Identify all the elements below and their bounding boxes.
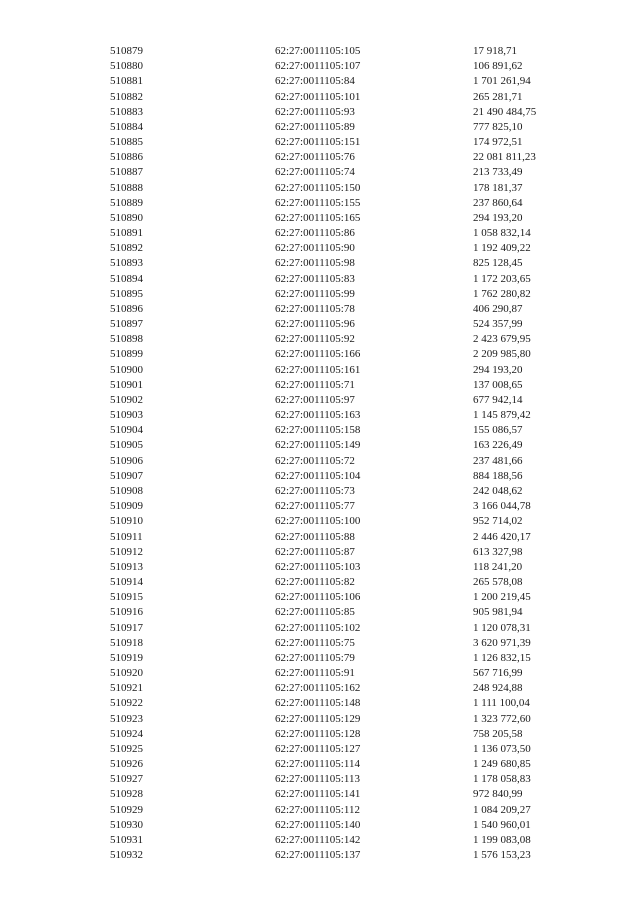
cadastral-value: 905 981,94 [473,606,523,619]
cadastral-value: 155 086,57 [473,424,523,437]
cadastral-value: 524 357,99 [473,318,523,331]
row-number: 510918 [110,636,143,649]
cadastral-number: 62:27:0011105:93 [275,105,355,118]
cadastral-value: 1 126 832,15 [473,651,531,664]
cadastral-value: 1 192 409,22 [473,242,531,255]
table-row [0,712,640,727]
table-row [0,681,640,696]
cadastral-value: 884 188,56 [473,469,523,482]
row-number: 510901 [110,378,143,391]
row-number: 510922 [110,697,143,710]
table-row [0,408,640,423]
cadastral-value: 1 249 680,85 [473,758,531,771]
row-number: 510884 [110,120,143,133]
row-number: 510912 [110,545,143,558]
table-row [0,605,640,620]
cadastral-number: 62:27:0011105:113 [275,773,360,786]
cadastral-number: 62:27:0011105:165 [275,211,361,224]
row-number: 510914 [110,576,143,589]
row-number: 510909 [110,500,143,513]
cadastral-value: 1 145 879,42 [473,409,531,422]
cadastral-number: 62:27:0011105:71 [275,378,355,391]
row-number: 510911 [110,530,143,543]
cadastral-value: 106 891,62 [473,60,523,73]
table-row [0,347,640,362]
cadastral-number: 62:27:0011105:155 [275,196,361,209]
table-row [0,332,640,347]
cadastral-number: 62:27:0011105:97 [275,393,355,406]
cadastral-value: 17 918,71 [473,45,517,57]
cadastral-number: 62:27:0011105:89 [275,120,355,133]
table-row [0,590,640,605]
table-row [0,469,640,484]
row-number: 510910 [110,515,143,528]
table-row [0,196,640,211]
row-number: 510931 [110,833,143,846]
row-number: 510917 [110,621,143,634]
cadastral-number: 62:27:0011105:104 [275,469,361,482]
row-number: 510907 [110,469,143,482]
cadastral-value: 2 446 420,17 [473,530,531,543]
table-row [0,787,640,802]
cadastral-number: 62:27:0011105:90 [275,242,355,255]
cadastral-value: 777 825,10 [473,120,523,133]
cadastral-number: 62:27:0011105:162 [275,682,361,695]
row-number: 510923 [110,712,143,725]
cadastral-value: 613 327,98 [473,545,523,558]
row-number: 510904 [110,424,143,437]
row-number: 510894 [110,272,143,285]
cadastral-number: 62:27:0011105:85 [275,606,355,619]
table-row [0,545,640,560]
table-row [0,484,640,499]
row-number: 510898 [110,333,143,346]
cadastral-number: 62:27:0011105:78 [275,302,355,315]
cadastral-value: 137 008,65 [473,378,523,391]
cadastral-number: 62:27:0011105:100 [275,515,361,528]
table-row [0,226,640,241]
cadastral-number: 62:27:0011105:158 [275,424,361,437]
table-row [0,317,640,332]
cadastral-value: 22 081 811,23 [473,151,536,164]
cadastral-number: 62:27:0011105:92 [275,333,355,346]
row-number: 510879 [110,45,143,57]
cadastral-value: 294 193,20 [473,363,523,376]
table-row [0,636,640,651]
table-row [0,135,640,150]
table-row [0,818,640,833]
row-number: 510887 [110,166,143,179]
table-row [0,165,640,180]
cadastral-value: 21 490 484,75 [473,105,537,118]
cadastral-value: 3 620 971,39 [473,636,531,649]
row-number: 510886 [110,151,143,164]
table-row [0,651,640,666]
cadastral-value: 237 860,64 [473,196,523,209]
cadastral-number: 62:27:0011105:163 [275,409,361,422]
cadastral-value: 178 181,37 [473,181,523,194]
table-row [0,575,640,590]
row-number: 510892 [110,242,143,255]
table-row [0,666,640,681]
cadastral-value: 1 762 280,82 [473,287,531,300]
row-number: 510925 [110,742,143,755]
table-row [0,211,640,226]
cadastral-number: 62:27:0011105:105 [275,45,361,57]
table-row [0,363,640,378]
table-row [0,833,640,848]
cadastral-value: 294 193,20 [473,211,523,224]
cadastral-value: 952 714,02 [473,515,523,528]
table-row [0,181,640,196]
row-number: 510902 [110,393,143,406]
row-number: 510900 [110,363,143,376]
cadastral-number: 62:27:0011105:161 [275,363,361,376]
cadastral-value: 1 120 078,31 [473,621,531,634]
table-row [0,530,640,545]
table-row [0,59,640,74]
cadastral-number: 62:27:0011105:101 [275,90,361,103]
table-row [0,499,640,514]
cadastral-value: 213 733,49 [473,166,523,179]
cadastral-value: 567 716,99 [473,667,523,680]
cadastral-number: 62:27:0011105:99 [275,287,355,300]
cadastral-number: 62:27:0011105:140 [275,818,361,831]
cadastral-value: 2 423 679,95 [473,333,531,346]
table-row [0,256,640,271]
cadastral-value: 1 178 058,83 [473,773,531,786]
table-row [0,423,640,438]
cadastral-number: 62:27:0011105:106 [275,591,361,604]
row-number: 510888 [110,181,143,194]
cadastral-number: 62:27:0011105:73 [275,484,355,497]
cadastral-value: 406 290,87 [473,302,523,315]
cadastral-value: 163 226,49 [473,439,523,452]
cadastral-number: 62:27:0011105:148 [275,697,361,710]
cadastral-number: 62:27:0011105:149 [275,439,361,452]
cadastral-value: 1 172 203,65 [473,272,531,285]
cadastral-value: 1 084 209,27 [473,803,531,816]
cadastral-number: 62:27:0011105:114 [275,758,360,771]
cadastral-number: 62:27:0011105:74 [275,166,355,179]
cadastral-value: 237 481,66 [473,454,523,467]
row-number: 510926 [110,758,143,771]
row-number: 510905 [110,439,143,452]
cadastral-value: 1 323 772,60 [473,712,531,725]
cadastral-number: 62:27:0011105:166 [275,348,361,361]
row-number: 510903 [110,409,143,422]
row-number: 510924 [110,727,143,740]
cadastral-value: 2 209 985,80 [473,348,531,361]
table-row [0,742,640,757]
cadastral-number: 62:27:0011105:76 [275,151,355,164]
row-number: 510919 [110,651,143,664]
cadastral-value: 1 136 073,50 [473,742,531,755]
cadastral-value: 3 166 044,78 [473,500,531,513]
cadastral-number: 62:27:0011105:86 [275,227,355,240]
cadastral-number: 62:27:0011105:98 [275,257,355,270]
cadastral-number: 62:27:0011105:102 [275,621,361,634]
cadastral-number: 62:27:0011105:142 [275,833,361,846]
row-number: 510927 [110,773,143,786]
cadastral-value: 677 942,14 [473,393,523,406]
table-row [0,772,640,787]
cadastral-value: 1 199 083,08 [473,833,531,846]
cadastral-number: 62:27:0011105:150 [275,181,361,194]
row-number: 510913 [110,560,143,573]
table-row [0,287,640,302]
cadastral-number: 62:27:0011105:91 [275,667,355,680]
row-number: 510896 [110,302,143,315]
table-row [0,696,640,711]
cadastral-value: 248 924,88 [473,682,523,695]
row-number: 510882 [110,90,143,103]
row-number: 510885 [110,136,143,149]
row-number: 510893 [110,257,143,270]
cadastral-number: 62:27:0011105:103 [275,560,361,573]
row-number: 510906 [110,454,143,467]
cadastral-number: 62:27:0011105:83 [275,272,355,285]
cadastral-number: 62:27:0011105:88 [275,530,355,543]
table-row [0,727,640,742]
row-number: 510883 [110,105,143,118]
cadastral-value: 265 281,71 [473,90,523,103]
row-number: 510928 [110,788,143,801]
cadastral-number: 62:27:0011105:87 [275,545,355,558]
table-row [0,621,640,636]
row-number: 510899 [110,348,143,361]
row-number: 510920 [110,667,143,680]
cadastral-number: 62:27:0011105:77 [275,500,355,513]
table-row [0,150,640,165]
table-row [0,393,640,408]
table-row [0,514,640,529]
cadastral-number: 62:27:0011105:72 [275,454,355,467]
row-number: 510916 [110,606,143,619]
row-number: 510890 [110,211,143,224]
row-number: 510908 [110,484,143,497]
row-number: 510891 [110,227,143,240]
cadastral-value: 1 540 960,01 [473,818,531,831]
cadastral-number: 62:27:0011105:112 [275,803,360,816]
table-row [0,454,640,469]
cadastral-value: 825 128,45 [473,257,523,270]
cadastral-value: 1 111 100,04 [473,697,530,710]
table-row [0,438,640,453]
table-row [0,44,640,59]
cadastral-number: 62:27:0011105:137 [275,849,361,862]
row-number: 510881 [110,75,143,88]
cadastral-number: 62:27:0011105:151 [275,136,361,149]
table-row [0,105,640,120]
table-row [0,378,640,393]
table-row [0,241,640,256]
cadastral-number: 62:27:0011105:96 [275,318,355,331]
row-number: 510889 [110,196,143,209]
row-number: 510897 [110,318,143,331]
cadastral-value: 174 972,51 [473,136,523,149]
cadastral-number: 62:27:0011105:141 [275,788,361,801]
data-table [0,44,640,863]
row-number: 510880 [110,60,143,73]
cadastral-number: 62:27:0011105:79 [275,651,355,664]
cadastral-number: 62:27:0011105:82 [275,576,355,589]
cadastral-value: 972 840,99 [473,788,523,801]
table-row [0,757,640,772]
cadastral-number: 62:27:0011105:107 [275,60,361,73]
table-row [0,560,640,575]
table-row [0,302,640,317]
row-number: 510932 [110,849,143,862]
cadastral-value: 1 200 219,45 [473,591,531,604]
cadastral-value: 1 576 153,23 [473,849,531,862]
cadastral-number: 62:27:0011105:128 [275,727,361,740]
cadastral-value: 1 701 261,94 [473,75,531,88]
cadastral-number: 62:27:0011105:75 [275,636,355,649]
table-row [0,74,640,89]
row-number: 510895 [110,287,143,300]
cadastral-value: 242 048,62 [473,484,523,497]
cadastral-value: 265 578,08 [473,576,523,589]
table-row [0,120,640,135]
cadastral-number: 62:27:0011105:84 [275,75,355,88]
table-row [0,803,640,818]
table-row [0,272,640,287]
cadastral-value: 1 058 832,14 [473,227,531,240]
cadastral-number: 62:27:0011105:127 [275,742,361,755]
cadastral-number: 62:27:0011105:129 [275,712,361,725]
cadastral-value: 758 205,58 [473,727,523,740]
table-row [0,90,640,105]
cadastral-value: 118 241,20 [473,560,523,573]
row-number: 510929 [110,803,143,816]
row-number: 510921 [110,682,143,695]
row-number: 510930 [110,818,143,831]
table-row [0,848,640,863]
row-number: 510915 [110,591,143,604]
